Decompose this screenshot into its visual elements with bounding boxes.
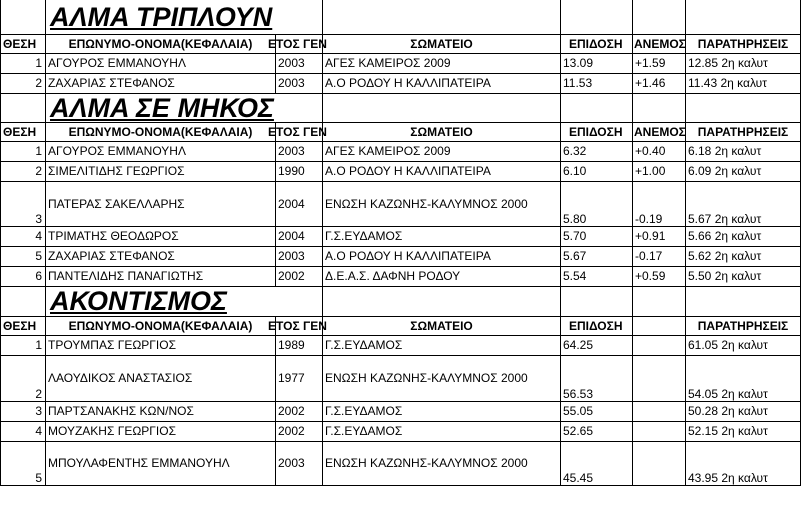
title-spacer [561,286,633,316]
title-spacer [561,93,633,122]
header-club: ΣΩΜΑΤΕΙΟ [323,122,561,141]
header-row [1,316,801,335]
result-row [1,441,801,485]
cell-pos: 3 [1,181,46,226]
cell-wind [633,421,686,441]
result-row [1,355,801,401]
result-row [1,335,801,355]
cell-wind: +1.00 [633,161,686,181]
cell-perf: 6.32 [561,141,633,161]
header-perf: ΕΠΙΔΟΣΗ [561,34,633,53]
cell-notes: 6.18 2η καλυτ [686,141,801,161]
section-title: ΑΛΜΑ ΣΕ ΜΗΚΟΣ [46,93,323,122]
cell-wind: -0.17 [633,246,686,266]
result-row [1,401,801,421]
cell-year: 1977 [276,355,323,401]
cell-name: ΑΓΟΥΡΟΣ ΕΜΜΑΝΟΥΗΛ [46,53,276,73]
cell-club: ΕΝΩΣΗ ΚΑΖΩΝΗΣ-ΚΑΛΥΜΝΟΣ 2000 [323,181,561,226]
title-spacer [633,286,686,316]
cell-notes: 12.85 2η καλυτ [686,53,801,73]
cell-name: ΖΑΧΑΡΙΑΣ ΣΤΕΦΑΝΟΣ [46,246,276,266]
cell-wind [633,335,686,355]
cell-wind: +0.59 [633,266,686,286]
cell-club: Γ.Σ.ΕΥΔΑΜΟΣ [323,401,561,421]
header-row [1,34,801,53]
title-spacer [323,93,561,122]
cell-notes: 5.67 2η καλυτ [686,181,801,226]
cell-perf: 5.67 [561,246,633,266]
cell-name: ΠΑΤΕΡΑΣ ΣΑΚΕΛΛΑΡΗΣ [46,181,276,226]
cell-name: ΤΡΙΜΑΤΗΣ ΘΕΟΔΩΡΟΣ [46,226,276,246]
cell-club: ΕΝΩΣΗ ΚΑΖΩΝΗΣ-ΚΑΛΥΜΝΟΣ 2000 [323,355,561,401]
result-row [1,266,801,286]
cell-club: ΑΓΕΣ ΚΑΜΕΙΡΟΣ 2009 [323,141,561,161]
header-wind: ΑΝΕΜΟΣ [633,122,686,141]
cell-notes: 52.15 2η καλυτ [686,421,801,441]
title-spacer [686,0,801,34]
cell-club: ΑΓΕΣ ΚΑΜΕΙΡΟΣ 2009 [323,53,561,73]
header-notes: ΠΑΡΑΤΗΡΗΣΕΙΣ [686,34,801,53]
title-spacer [1,286,46,316]
cell-perf: 11.53 [561,73,633,93]
header-year: ΕΤΟΣ ΓΕΝ [276,34,323,53]
result-row [1,161,801,181]
cell-year: 2003 [276,141,323,161]
cell-wind: -0.19 [633,181,686,226]
cell-pos: 2 [1,355,46,401]
cell-name: ΜΟΥΖΑΚΗΣ ΓΕΩΡΓΙΟΣ [46,421,276,441]
cell-pos: 1 [1,141,46,161]
cell-club: Γ.Σ.ΕΥΔΑΜΟΣ [323,335,561,355]
cell-name: ΣΙΜΕΛΙΤΙΔΗΣ ΓΕΩΡΓΙΟΣ [46,161,276,181]
result-row [1,53,801,73]
header-name: ΕΠΩΝΥΜΟ-ΟΝΟΜΑ(ΚΕΦΑΛΑΙΑ) [46,316,276,335]
section-title-row [1,93,801,122]
section-title-row [1,0,801,34]
cell-club: Γ.Σ.ΕΥΔΑΜΟΣ [323,421,561,441]
cell-perf: 13.09 [561,53,633,73]
cell-notes: 5.50 2η καλυτ [686,266,801,286]
cell-perf: 52.65 [561,421,633,441]
title-spacer [323,0,561,34]
cell-club: Α.Ο ΡΟΔΟΥ Η ΚΑΛΛΙΠΑΤΕΙΡΑ [323,161,561,181]
cell-perf: 5.54 [561,266,633,286]
header-name: ΕΠΩΝΥΜΟ-ΟΝΟΜΑ(ΚΕΦΑΛΑΙΑ) [46,34,276,53]
cell-club: Α.Ο ΡΟΔΟΥ Η ΚΑΛΛΙΠΑΤΕΙΡΑ [323,246,561,266]
cell-wind: +0.40 [633,141,686,161]
cell-name: ΖΑΧΑΡΙΑΣ ΣΤΕΦΑΝΟΣ [46,73,276,93]
cell-perf: 55.05 [561,401,633,421]
cell-club: Α.Ο ΡΟΔΟΥ Η ΚΑΛΛΙΠΑΤΕΙΡΑ [323,73,561,93]
cell-name: ΤΡΟΥΜΠΑΣ ΓΕΩΡΓΙΟΣ [46,335,276,355]
cell-club: Γ.Σ.ΕΥΔΑΜΟΣ [323,226,561,246]
header-club: ΣΩΜΑΤΕΙΟ [323,316,561,335]
title-spacer [561,0,633,34]
cell-name: ΑΓΟΥΡΟΣ ΕΜΜΑΝΟΥΗΛ [46,141,276,161]
header-pos: ΘΕΣΗ [1,34,46,53]
cell-pos: 5 [1,246,46,266]
cell-notes: 54.05 2η καλυτ [686,355,801,401]
title-spacer [323,286,561,316]
cell-perf: 64.25 [561,335,633,355]
cell-perf: 5.70 [561,226,633,246]
section-title: ΑΛΜΑ ΤΡΙΠΛΟΥΝ [46,0,323,34]
cell-perf: 45.45 [561,441,633,485]
cell-pos: 1 [1,53,46,73]
cell-notes: 5.62 2η καλυτ [686,246,801,266]
cell-pos: 5 [1,441,46,485]
cell-notes: 43.95 2η καλυτ [686,441,801,485]
cell-wind [633,441,686,485]
cell-wind: +0.91 [633,226,686,246]
cell-perf: 5.80 [561,181,633,226]
cell-year: 2004 [276,226,323,246]
cell-notes: 5.66 2η καλυτ [686,226,801,246]
result-row [1,141,801,161]
header-name: ΕΠΩΝΥΜΟ-ΟΝΟΜΑ(ΚΕΦΑΛΑΙΑ) [46,122,276,141]
header-notes: ΠΑΡΑΤΗΡΗΣΕΙΣ [686,316,801,335]
header-perf: ΕΠΙΔΟΣΗ [561,122,633,141]
cell-year: 2004 [276,181,323,226]
cell-notes: 50.28 2η καλυτ [686,401,801,421]
header-notes: ΠΑΡΑΤΗΡΗΣΕΙΣ [686,122,801,141]
cell-perf: 6.10 [561,161,633,181]
cell-wind [633,401,686,421]
section-title-row [1,286,801,316]
result-row [1,246,801,266]
cell-club: Δ.Ε.Α.Σ. ΔΑΦΝΗ ΡΟΔΟΥ [323,266,561,286]
title-spacer [633,0,686,34]
cell-year: 2002 [276,266,323,286]
header-pos: ΘΕΣΗ [1,122,46,141]
cell-pos: 4 [1,421,46,441]
result-row [1,226,801,246]
cell-notes: 6.09 2η καλυτ [686,161,801,181]
cell-wind: +1.59 [633,53,686,73]
title-spacer [686,93,801,122]
cell-year: 1990 [276,161,323,181]
header-wind: ΑΝΕΜΟΣ [633,34,686,53]
cell-year: 2002 [276,421,323,441]
cell-year: 1989 [276,335,323,355]
cell-year: 2003 [276,441,323,485]
title-spacer [1,93,46,122]
cell-year: 2003 [276,53,323,73]
cell-name: ΠΑΝΤΕΛΙΔΗΣ ΠΑΝΑΓΙΩΤΗΣ [46,266,276,286]
cell-pos: 3 [1,401,46,421]
cell-club: ΕΝΩΣΗ ΚΑΖΩΝΗΣ-ΚΑΛΥΜΝΟΣ 2000 [323,441,561,485]
cell-name: ΛΑΟΥΔΙΚΟΣ ΑΝΑΣΤΑΣΙΟΣ [46,355,276,401]
cell-pos: 4 [1,226,46,246]
cell-pos: 6 [1,266,46,286]
cell-year: 2003 [276,246,323,266]
cell-name: ΜΠΟΥΛΑΦΕΝΤΗΣ ΕΜΜΑΝΟΥΗΛ [46,441,276,485]
header-year: ΕΤΟΣ ΓΕΝ [276,122,323,141]
cell-wind [633,355,686,401]
cell-name: ΠΑΡΤΣΑΝΑΚΗΣ ΚΩΝ/ΝΟΣ [46,401,276,421]
title-spacer [1,0,46,34]
header-year: ΕΤΟΣ ΓΕΝ [276,316,323,335]
result-row [1,181,801,226]
title-spacer [686,286,801,316]
title-spacer [633,93,686,122]
cell-notes: 11.43 2η καλυτ [686,73,801,93]
header-club: ΣΩΜΑΤΕΙΟ [323,34,561,53]
cell-year: 2002 [276,401,323,421]
header-pos: ΘΕΣΗ [1,316,46,335]
cell-pos: 2 [1,73,46,93]
cell-pos: 2 [1,161,46,181]
cell-wind: +1.46 [633,73,686,93]
cell-notes: 61.05 2η καλυτ [686,335,801,355]
result-row [1,421,801,441]
cell-year: 2003 [276,73,323,93]
section-title: ΑΚΟΝΤΙΣΜΟΣ [46,286,323,316]
header-perf: ΕΠΙΔΟΣΗ [561,316,633,335]
cell-pos: 1 [1,335,46,355]
cell-perf: 56.53 [561,355,633,401]
result-row [1,73,801,93]
header-wind [633,316,686,335]
header-row [1,122,801,141]
